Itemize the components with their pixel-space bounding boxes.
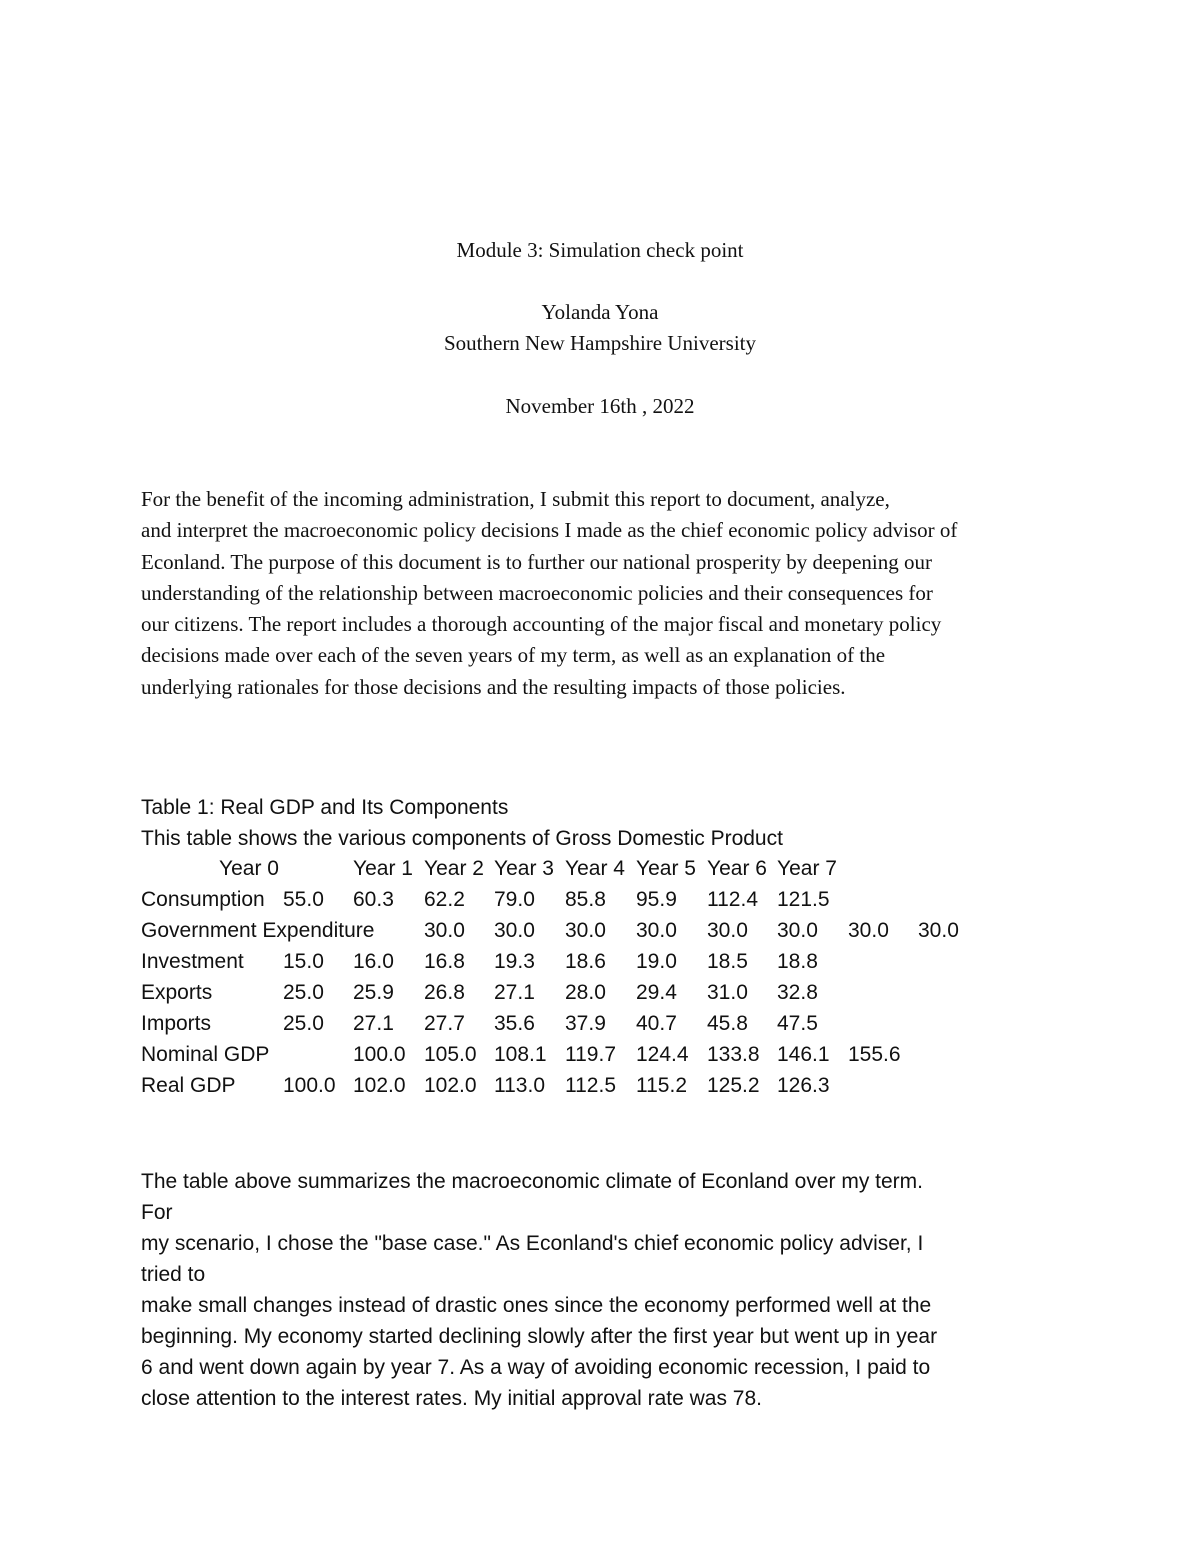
intro-line: decisions made over each of the seven years of my term, as well as an explanation of the [141, 643, 886, 668]
table-cell: 121.5 [777, 888, 830, 911]
table-cell: 40.7 [636, 1012, 677, 1035]
summary-line: tried to [141, 1263, 206, 1286]
intro-line: our citizens. The report includes a thorough accounting of the major fiscal and monetary policy [141, 612, 942, 637]
summary-paragraph [141, 1166, 1061, 1414]
table-cell: 47.5 [777, 1012, 818, 1035]
table-cell: 28.0 [565, 981, 606, 1004]
table-row-label: Nominal GDP [141, 1043, 270, 1066]
table-cell: 62.2 [424, 888, 465, 911]
summary-line: The table above summarizes the macroeconomic climate of Econland over my term. [141, 1170, 923, 1193]
table-cell: 30.0 [848, 919, 889, 942]
table-cell: 35.6 [494, 1012, 535, 1035]
table-cell: 25.0 [283, 1012, 324, 1035]
document-title: Module 3: Simulation check point [456, 238, 744, 262]
table-column-header: Year 1 [353, 857, 413, 880]
table-cell: 18.5 [707, 950, 748, 973]
table-cell: 133.8 [707, 1043, 760, 1066]
intro-line: Econland. The purpose of this document is to further our national prosperity by deepening our [141, 549, 933, 574]
table-cell: 126.3 [777, 1074, 830, 1097]
intro-line: For the benefit of the incoming administration, I submit this report to document, analyze, [141, 487, 890, 511]
table-cell: 32.8 [777, 981, 818, 1004]
table-description: This table shows the various components of Gross Domestic Product [141, 827, 783, 850]
table-column-header: Year 0 [219, 857, 279, 880]
table-cell: 27.1 [353, 1012, 394, 1035]
table-cell: 30.0 [777, 919, 818, 942]
table-row-label: Investment [141, 950, 244, 973]
table-row-label: Imports [141, 1012, 212, 1035]
table-cell: 108.1 [494, 1043, 547, 1066]
table-cell: 146.1 [777, 1043, 830, 1066]
table-cell: 124.4 [636, 1043, 689, 1066]
intro-paragraph [141, 484, 1081, 703]
table-cell: 16.8 [424, 950, 465, 973]
table-cell: 105.0 [424, 1043, 477, 1066]
table-cell: 100.0 [283, 1074, 336, 1097]
table-cell: 19.0 [636, 950, 677, 973]
author-name: Yolanda Yona [541, 300, 659, 324]
table-row-label: Consumption [141, 888, 265, 911]
summary-line: make small changes instead of drastic ones since the economy performed well at the [141, 1294, 932, 1317]
table-cell: 30.0 [565, 919, 606, 942]
table-column-header: Year 2 [424, 857, 484, 880]
intro-line: underlying rationales for those decisions and the resulting impacts of those policies. [141, 674, 846, 699]
table-cell: 112.4 [707, 888, 758, 911]
table-cell: 30.0 [707, 919, 748, 942]
summary-line: my scenario, I chose the "base case." As Econland's chief economic policy adviser, I [141, 1232, 924, 1255]
table-cell: 85.8 [565, 888, 606, 911]
table-cell: 25.0 [283, 981, 324, 1004]
table-cell: 119.7 [565, 1043, 616, 1066]
table-cell: 95.9 [636, 888, 677, 911]
table-caption: Table 1: Real GDP and Its Components [141, 796, 509, 819]
table-cell: 18.6 [565, 950, 606, 973]
table-cell: 27.7 [424, 1012, 465, 1035]
table-cell: 55.0 [283, 888, 324, 911]
document-date: November 16th , 2022 [505, 394, 695, 418]
table-cell: 19.3 [494, 950, 535, 973]
table-cell: 29.4 [636, 981, 677, 1004]
table-cell: 125.2 [707, 1074, 760, 1097]
table-cell: 45.8 [707, 1012, 748, 1035]
gdp-table [141, 856, 1041, 1106]
summary-line: 6 and went down again by year 7. As a way of avoiding economic recession, I paid to [141, 1356, 931, 1379]
summary-line: close attention to the interest rates. My initial approval rate was 78. [141, 1387, 762, 1410]
table-cell: 155.6 [848, 1043, 901, 1066]
intro-line: understanding of the relationship between macroeconomic policies and their consequences for [141, 580, 933, 605]
table-cell: 25.9 [353, 981, 394, 1004]
table-cell: 30.0 [918, 919, 959, 942]
table-column-header: Year 5 [636, 857, 696, 880]
summary-line: beginning. My economy started declining slowly after the first year but went up in year [141, 1325, 938, 1348]
table-column-header: Year 3 [494, 857, 554, 880]
table-cell: 18.8 [777, 950, 818, 973]
table-column-header: Year 4 [565, 857, 625, 880]
table-cell: 115.2 [636, 1074, 687, 1097]
table-cell: 102.0 [424, 1074, 477, 1097]
intro-line: and interpret the macroeconomic policy decisions I made as the chief economic policy advisor of [141, 518, 958, 543]
table-row-label: Exports [141, 981, 213, 1004]
table-cell: 79.0 [494, 888, 535, 911]
table-column-header: Year 6 [707, 857, 767, 880]
table-cell: 27.1 [494, 981, 535, 1004]
table-cell: 60.3 [353, 888, 394, 911]
table-column-header: Year 7 [777, 857, 837, 880]
table-cell: 112.5 [565, 1074, 616, 1097]
table-cell: 30.0 [494, 919, 535, 942]
table-cell: 37.9 [565, 1012, 606, 1035]
table-row-label: Real GDP [141, 1074, 236, 1097]
institution-name: Southern New Hampshire University [443, 331, 757, 355]
table-row-label: Government Expenditure [141, 919, 375, 942]
table-cell: 113.0 [494, 1074, 545, 1097]
table-cell: 100.0 [353, 1043, 406, 1066]
table-cell: 102.0 [353, 1074, 406, 1097]
table-cell: 31.0 [707, 981, 748, 1004]
table-cell: 30.0 [636, 919, 677, 942]
summary-line: For [141, 1201, 173, 1224]
table-cell: 30.0 [424, 919, 465, 942]
table-cell: 16.0 [353, 950, 394, 973]
table-cell: 26.8 [424, 981, 465, 1004]
table-cell: 15.0 [283, 950, 324, 973]
